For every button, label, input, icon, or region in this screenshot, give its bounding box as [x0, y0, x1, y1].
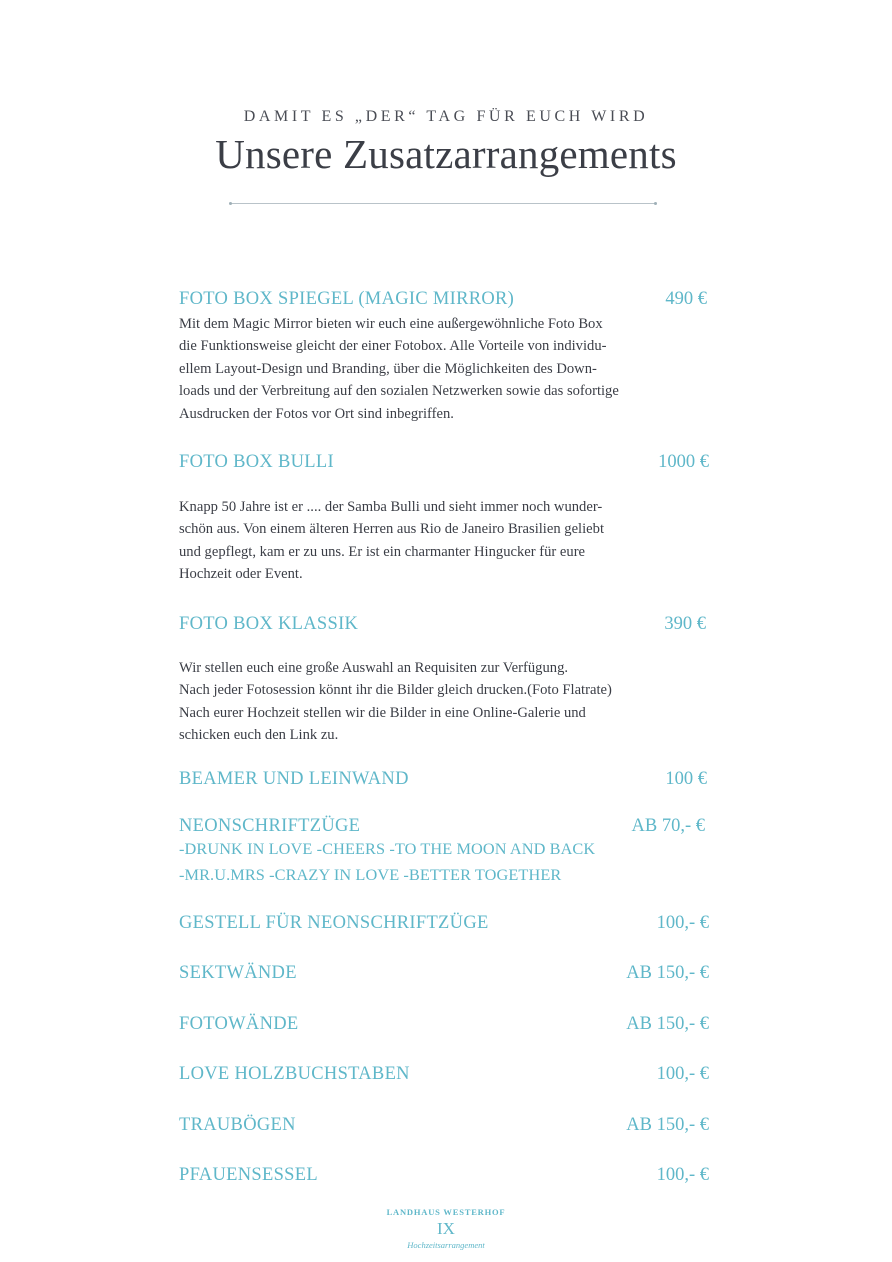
item-name: NEONSCHRIFTZÜGE: [179, 816, 361, 836]
description-line: Hochzeit oder Event.: [179, 566, 303, 583]
item-name: SEKTWÄNDE: [179, 963, 297, 983]
description-line: Nach jeder Fotosession könnt ihr die Bilder gleich drucken.(Foto Flatrate): [179, 682, 612, 699]
neon-options-line: -DRUNK IN LOVE -CHEERS -TO THE MOON AND BACK: [179, 839, 596, 858]
item-name: TRAUBÖGEN: [179, 1115, 296, 1135]
description-line: die Funktionsweise gleicht der einer Fotobox. Alle Vorteile von individu-: [179, 338, 607, 355]
description-line: schicken euch den Link zu.: [179, 727, 339, 744]
description-line: Nach eurer Hochzeit stellen wir die Bilder in eine Online-Galerie und: [179, 704, 586, 721]
description-line: Mit dem Magic Mirror bieten wir euch eine außergewöhnliche Foto Box: [179, 316, 603, 332]
item-price: 100,- €: [656, 1064, 709, 1084]
item-price: AB 150,- €: [626, 1014, 709, 1034]
item-description: [179, 313, 719, 425]
description-line: loads und der Verbreitung auf den sozialen Netzwerken sowie das sofortige: [179, 383, 619, 400]
item-price: 490 €: [665, 289, 707, 309]
page-number: IX: [437, 1219, 455, 1238]
item-name: BEAMER UND LEINWAND: [179, 769, 409, 789]
item-price: 1000 €: [658, 452, 709, 472]
description-line: und gepflegt, kam er zu uns. Er ist ein charmanter Hingucker für eure: [179, 543, 586, 560]
page-title: Unsere Zusatzarrangements: [215, 131, 677, 177]
description-line: Knapp 50 Jahre ist er .... der Samba Bulli und sieht immer noch wunder-: [179, 499, 603, 515]
description-line: schön aus. Von einem älteren Herren aus Rio de Janeiro Brasilien geliebt: [179, 521, 604, 538]
description-line: ellem Layout-Design und Branding, über die Möglichkeiten des Down-: [179, 360, 597, 377]
item-name: LOVE HOLZBUCHSTABEN: [179, 1064, 410, 1084]
description-line: Wir stellen euch eine große Auswahl an Requisiten zur Verfügung.: [179, 660, 569, 676]
footer-venue: LANDHAUS WESTERHOF: [386, 1207, 506, 1217]
item-price: 100,- €: [656, 913, 709, 933]
item-description: [179, 657, 719, 747]
item-name: FOTO BOX KLASSIK: [179, 614, 359, 634]
footer-section: Hochzeitsarrangement: [407, 1240, 485, 1250]
neon-options-line: -MR.U.MRS -CRAZY IN LOVE -BETTER TOGETHER: [179, 865, 562, 884]
item-name: GESTELL FÜR NEONSCHRIFTZÜGE: [179, 913, 489, 933]
item-price: 100 €: [665, 769, 707, 789]
item-name: FOTOWÄNDE: [179, 1014, 299, 1034]
item-price: 390 €: [664, 614, 706, 634]
item-price: 100,- €: [656, 1165, 709, 1185]
item-description: [179, 496, 719, 586]
title-divider: [231, 203, 655, 204]
item-name: FOTO BOX BULLI: [179, 452, 334, 472]
item-price: AB 150,- €: [626, 963, 709, 983]
item-price: AB 70,- €: [631, 816, 705, 836]
page-kicker: DAMIT ES „DER“ TAG FÜR EUCH WIRD: [243, 108, 649, 125]
item-price: AB 150,- €: [626, 1115, 709, 1135]
item-name: PFAUENSESSEL: [179, 1165, 318, 1185]
item-name: FOTO BOX SPIEGEL (MAGIC MIRROR): [179, 289, 515, 309]
description-line: Ausdrucken der Fotos vor Ort sind inbegriffen.: [179, 405, 454, 422]
